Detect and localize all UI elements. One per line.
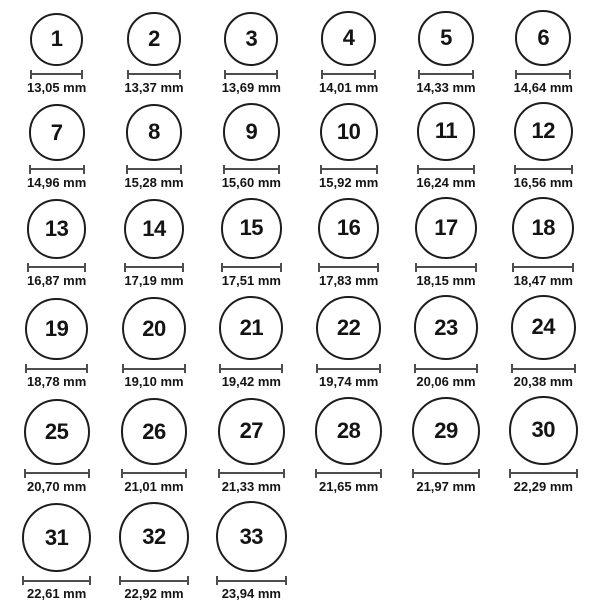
ring-circle [412,397,480,465]
ring-size-item [105,398,202,494]
ring-size-item [495,295,592,390]
ring-circle [509,396,578,465]
diameter-measure-line [27,263,87,272]
diameter-measure-line [418,70,473,79]
ring-size-number: 13 [44,216,69,241]
ring-size-item [203,103,300,190]
diameter-label: 23,94 mm [221,586,281,600]
ring-size-number: 7 [50,119,63,145]
diameter-label: 19,42 mm [221,374,281,390]
ring-size-item [8,503,105,600]
ring-circle [320,103,378,161]
ring-size-item [8,104,105,190]
ring-size-number: 21 [239,315,264,341]
diameter-label: 14,96 mm [27,174,87,190]
ring-size-number: 22 [336,314,361,340]
ring-size-number: 31 [44,524,69,550]
diameter-measure-line [417,165,475,174]
ring-size-row [8,10,592,96]
diameter-measure-line [126,165,183,174]
diameter-label: 13,69 mm [221,79,281,95]
ring-circle [30,13,83,66]
ring-circle [224,12,278,66]
ring-circle [221,198,282,259]
ring-size-item [300,11,397,96]
diameter-measure-line [22,576,91,585]
ring-circle [321,11,376,66]
diameter-measure-line [30,70,83,79]
ring-size-number: 19 [44,315,69,341]
diameter-label: 15,60 mm [221,174,281,190]
ring-circle [124,199,184,259]
ring-size-item [495,197,592,289]
ring-size-number: 16 [336,215,361,241]
ring-circle [218,398,285,465]
ring-size-item [105,502,202,600]
ring-circle [418,11,473,66]
diameter-label: 20,70 mm [27,478,87,494]
diameter-measure-line [514,165,573,174]
diameter-label: 21,97 mm [416,478,476,494]
ring-size-row [8,295,592,390]
ring-size-number: 29 [434,417,458,443]
ring-size-item [203,296,300,390]
ring-size-number: 30 [531,417,556,443]
diameter-measure-line [316,364,380,373]
ring-size-number: 6 [537,24,550,50]
ring-circle [514,102,573,161]
ring-size-number: 17 [434,214,458,240]
ring-size-item [8,13,105,96]
ring-circle [122,297,185,360]
ring-circle [121,398,188,465]
ring-size-number: 9 [245,118,258,144]
ring-circle [318,198,379,259]
ring-size-item [105,199,202,289]
diameter-measure-line [315,469,383,478]
diameter-measure-line [512,263,574,272]
diameter-measure-line [415,263,477,272]
ring-size-number: 32 [142,524,166,550]
ring-size-item [300,296,397,390]
ring-size-number: 24 [531,314,556,340]
ring-circle [414,295,479,360]
diameter-label: 15,28 mm [124,174,184,190]
diameter-label: 14,33 mm [416,79,476,95]
diameter-label: 13,05 mm [27,79,87,95]
diameter-measure-line [515,70,571,79]
ring-size-number: 26 [142,418,166,444]
ring-circle [22,503,91,572]
ring-size-number: 10 [336,118,361,144]
ring-size-number: 14 [142,215,166,241]
ring-size-item [8,298,105,391]
ring-size-item [397,11,494,96]
ring-size-number: 27 [239,418,264,444]
ring-size-number: 25 [44,418,69,444]
ring-size-item [203,12,300,96]
ring-size-number: 1 [50,26,63,52]
diameter-label: 15,92 mm [319,174,379,190]
diameter-label: 17,83 mm [319,272,379,288]
diameter-measure-line [122,364,185,373]
ring-size-item [495,102,592,191]
ring-circle [417,102,475,160]
ring-size-item [203,198,300,289]
ring-circle [25,298,88,361]
ring-circle [27,199,87,259]
ring-circle [126,104,183,161]
diameter-measure-line [219,364,283,373]
ring-circle [24,399,90,465]
ring-circle [415,197,477,259]
diameter-measure-line [25,364,88,373]
diameter-measure-line [216,576,288,585]
diameter-label: 19,74 mm [319,374,379,390]
ring-circle [216,501,288,573]
ring-size-row [8,501,592,600]
ring-circle [127,12,181,66]
ring-size-row [8,396,592,495]
ring-size-number: 20 [142,315,166,341]
ring-size-item [105,12,202,95]
ring-size-item [105,104,202,191]
diameter-label: 18,15 mm [416,272,476,288]
ring-circle [315,397,383,465]
ring-size-item [8,399,105,495]
diameter-measure-line [224,70,278,79]
ring-size-item [397,102,494,190]
diameter-measure-line [318,263,379,272]
diameter-label: 22,61 mm [27,586,87,600]
diameter-measure-line [127,70,181,79]
diameter-label: 18,47 mm [513,272,573,288]
ring-size-number: 28 [336,418,361,444]
diameter-label: 20,38 mm [513,374,573,390]
diameter-label: 17,19 mm [124,272,184,288]
ring-size-item [105,297,202,390]
ring-size-number: 3 [245,25,258,51]
diameter-label: 20,06 mm [416,374,476,390]
diameter-label: 17,51 mm [221,272,281,288]
ring-size-number: 5 [440,25,452,51]
diameter-measure-line [121,469,188,478]
diameter-label: 19,10 mm [124,374,184,390]
ring-circle [512,197,574,259]
diameter-label: 21,01 mm [124,478,184,494]
diameter-measure-line [29,165,85,174]
ring-size-item [495,396,592,495]
diameter-measure-line [509,469,578,478]
diameter-measure-line [24,469,90,478]
ring-size-item [397,295,494,390]
diameter-measure-line [223,165,280,174]
diameter-measure-line [218,469,285,478]
diameter-label: 13,37 mm [124,79,184,95]
ring-size-row [8,197,592,289]
ring-size-number: 33 [239,523,264,549]
diameter-label: 14,64 mm [513,79,573,95]
diameter-measure-line [414,364,479,373]
ring-size-number: 11 [434,118,458,144]
ring-size-item [203,398,300,495]
diameter-label: 14,01 mm [319,79,379,95]
ring-size-number: 15 [239,215,264,241]
diameter-measure-line [321,70,376,79]
ring-size-number: 18 [531,214,556,240]
ring-size-item [397,197,494,289]
ring-size-number: 23 [434,314,458,340]
diameter-label: 21,65 mm [319,478,379,494]
ring-size-item [495,10,592,96]
diameter-measure-line [320,165,378,174]
diameter-measure-line [511,364,577,373]
ring-circle [219,296,283,360]
diameter-label: 22,92 mm [124,586,184,600]
diameter-measure-line [124,263,184,272]
diameter-measure-line [412,469,480,478]
diameter-label: 16,56 mm [513,174,573,190]
diameter-label: 16,87 mm [27,272,87,288]
ring-size-number: 2 [148,25,160,51]
ring-size-item [203,501,300,600]
diameter-measure-line [221,263,282,272]
ring-size-number: 12 [531,118,556,144]
ring-size-item [300,198,397,289]
ring-circle [515,10,571,66]
diameter-label: 22,29 mm [513,478,573,494]
ring-size-item [300,103,397,191]
diameter-label: 18,78 mm [27,374,87,390]
ring-size-item [8,199,105,288]
diameter-label: 16,24 mm [416,174,476,190]
ring-circle [223,103,280,160]
ring-circle [316,296,380,360]
ring-circle [511,295,577,361]
ring-size-number: 4 [342,25,355,51]
diameter-label: 21,33 mm [221,478,281,494]
ring-size-item [300,397,397,495]
ring-circle [119,502,189,572]
ring-size-item [397,397,494,495]
ring-size-number: 8 [148,119,160,145]
diameter-measure-line [119,576,189,585]
ring-circle [29,104,85,160]
ring-size-row [8,102,592,191]
